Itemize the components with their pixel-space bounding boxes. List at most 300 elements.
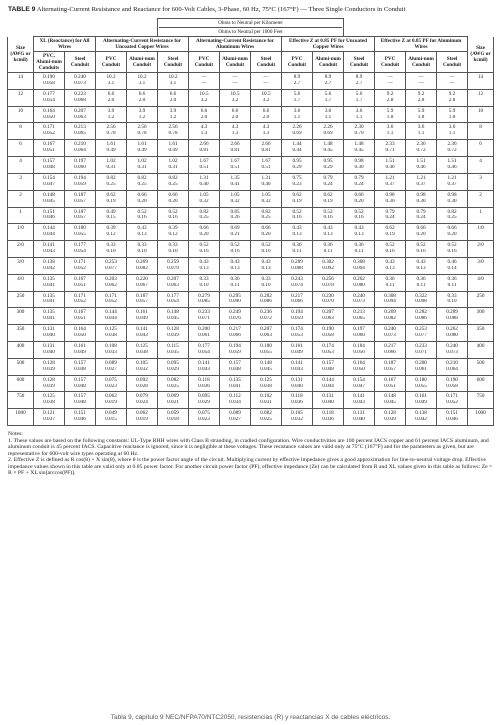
size-cell-left [8,417,34,425]
value-cell: 0.49 [96,148,127,156]
value-cell: 0.131 [34,342,65,350]
value-cell: 0.49 [96,207,127,215]
value-cell: 0.148 [34,190,65,198]
value-cell: 1.48 [313,140,344,148]
value-cell: 0.055 [65,232,96,240]
value-cell: 0.023 [96,384,127,392]
value-cell: 0.042 [34,266,65,274]
value-cell: 0.063 [313,316,344,324]
value-cell: 0.033 [96,350,127,358]
value-cell: 0.039 [375,417,406,425]
value-cell: 0.24 [375,215,406,223]
value-cell: 0.102 [251,392,282,400]
value-cell: 1.7 [313,98,344,106]
value-cell: 0.045 [251,367,282,375]
value-cell: 0.230 [313,291,344,299]
value-cell: 0.203 [96,274,127,282]
size-cell-left: 1000 [8,409,34,417]
value-cell: 0.040 [313,400,344,408]
size-cell-right: 750 [468,392,494,400]
value-cell: 0.43 [406,257,437,265]
value-cell: 0.062 [96,283,127,291]
value-cell: 2.0 [251,115,282,123]
value-cell: 1.67 [220,157,251,165]
value-cell: 0.46 [406,165,437,173]
value-cell: 1.1 [375,131,406,139]
value-cell: 0.187 [375,358,406,366]
value-cell: 0.36 [282,241,313,249]
value-cell: 0.295 [220,291,251,299]
value-cell: 5.9 [406,106,437,114]
value-cell: 0.223 [65,89,96,97]
size-cell-right [468,367,494,375]
value-cell: 0.25 [127,182,158,190]
value-cell: 0.12 [96,232,127,240]
value-cell: 0.069 [158,392,189,400]
value-cell: 2.8 [375,98,406,106]
value-cell: 10.5 [251,89,282,97]
table-row [8,140,494,148]
value-cell: 0.036 [282,400,313,408]
table-row [8,89,494,97]
xl-header: XL (Reactance) for All Wires [34,37,96,52]
value-cell: 0.148 [158,308,189,316]
value-cell: 0.043 [189,367,220,375]
value-cell: 10.5 [220,89,251,97]
value-cell: 3.2 [189,98,220,106]
value-cell: 0.112 [220,392,251,400]
size-cell-right [468,115,494,123]
value-cell: 0.071 [189,316,220,324]
value-cell: 3.9 [96,106,127,114]
size-cell-right [468,165,494,173]
value-cell: 0.66 [251,224,282,232]
size-cell-left [8,182,34,190]
document-page [5,6,496,477]
value-cell: 0.157 [65,375,96,383]
value-cell: 0.25 [437,215,468,223]
value-cell: 0.30 [375,199,406,207]
value-cell: 0.036 [189,384,220,392]
value-cell: — [220,73,251,81]
size-cell-left [8,367,34,375]
value-cell: 0.072 [251,316,282,324]
value-cell: 0.16 [220,249,251,257]
value-cell: 0.81 [189,148,220,156]
size-cell-right [468,232,494,240]
value-cell: 0.055 [406,384,437,392]
ohms-per-1000ft-label: Ohms to Neutral per 1000 Feet [159,27,342,35]
value-cell: 5.6 [344,89,375,97]
size-cell-left: 250 [8,291,34,299]
value-cell: 2.26 [313,123,344,131]
value-cell: 0.075 [189,409,220,417]
value-cell: 1.8 [406,115,437,123]
size-cell-right [468,148,494,156]
value-cell: 0.66 [437,224,468,232]
table-number: TABLE 9 [8,6,36,13]
value-cell: 0.067 [127,283,158,291]
value-cell: 0.065 [344,316,375,324]
value-cell: 0.092 [313,266,344,274]
value-cell: 4.3 [189,123,220,131]
value-cell: 0.049 [127,316,158,324]
value-cell: 0.11 [406,283,437,291]
value-cell: 1.21 [437,173,468,181]
table-row [8,232,494,240]
size-cell-right [468,400,494,408]
value-cell: 1.1 [313,115,344,123]
value-cell: 1.8 [437,115,468,123]
value-cell: 0.055 [251,350,282,358]
table-row [8,417,494,425]
value-cell: 0.029 [158,367,189,375]
value-cell: 0.044 [34,232,65,240]
value-cell: 6.6 [220,106,251,114]
subheader: PVC Conduit [282,52,313,73]
value-cell: 0.052 [65,266,96,274]
size-cell-right [468,199,494,207]
table-row [8,165,494,173]
value-cell: 1.3 [220,131,251,139]
value-cell: 0.262 [344,274,375,282]
value-cell: 0.148 [251,358,282,366]
table-row [8,316,494,324]
value-cell: 0.048 [65,367,96,375]
table-row [8,182,494,190]
size-cell-right: 2 [468,190,494,198]
size-cell-left [8,131,34,139]
subheader: Steel Conduit [158,52,189,73]
subheader: Alumi-num Conduit [220,52,251,73]
value-cell: 0.046 [437,417,468,425]
value-cell: 0.058 [437,384,468,392]
value-cell: 0.015 [96,417,127,425]
value-cell: 0.077 [96,266,127,274]
value-cell: 0.089 [220,409,251,417]
value-cell: 0.217 [282,291,313,299]
value-cell: 0.049 [96,409,127,417]
value-cell: 1.31 [189,173,220,181]
value-cell: 0.45 [344,148,375,156]
table-row [8,367,494,375]
value-cell: 6.6 [189,106,220,114]
value-cell: 0.66 [158,190,189,198]
value-cell: 3.2 [251,98,282,106]
value-cell: 1.02 [96,157,127,165]
size-cell-right: 1/0 [468,224,494,232]
subheader: Steel Conduit [251,52,282,73]
value-cell: 0.171 [96,291,127,299]
value-cell: 0.125 [34,392,65,400]
value-cell: 1.1 [344,115,375,123]
size-header-right: Size (AWG or kcmil) [468,37,494,73]
value-cell: 0.053 [282,333,313,341]
value-cell: 0.52 [189,241,220,249]
value-cell: 0.62 [96,190,127,198]
value-cell: 0.249 [220,308,251,316]
value-cell: 0.059 [158,409,189,417]
value-cell: 0.24 [313,182,344,190]
value-cell: 0.053 [313,350,344,358]
value-cell: 0.39 [158,224,189,232]
value-cell: 0.31 [96,165,127,173]
value-cell: 0.135 [34,308,65,316]
value-cell: 1.1 [437,131,468,139]
value-cell: 0.308 [344,257,375,265]
value-cell: 0.37 [406,182,437,190]
value-cell: 1.7 [344,98,375,106]
value-cell: 0.11 [437,283,468,291]
value-cell: 0.19 [282,199,313,207]
value-cell: 0.240 [375,325,406,333]
value-cell: 0.36 [437,274,468,282]
table-row [8,350,494,358]
value-cell: 0.058 [34,81,65,89]
value-cell: 6.6 [127,89,158,97]
value-cell: 0.048 [313,367,344,375]
value-cell: 2.0 [189,115,220,123]
size-cell-right [468,215,494,223]
value-cell: 0.054 [158,299,189,307]
value-cell: 0.322 [406,291,437,299]
value-cell: 0.13 [282,232,313,240]
value-cell: 0.043 [34,249,65,257]
value-cell: 0.043 [127,333,158,341]
value-cell: 3.6 [344,106,375,114]
value-cell: 0.180 [406,375,437,383]
value-cell: 0.213 [65,123,96,131]
value-cell: 0.164 [344,358,375,366]
value-cell: 10.2 [127,73,158,81]
value-cell: 0.51 [189,165,220,173]
value-cell: 10.2 [158,73,189,81]
value-cell: 0.018 [158,417,189,425]
value-cell: 0.16 [251,249,282,257]
notes-heading: Notes: [8,431,23,438]
value-cell: 0.52 [220,241,251,249]
size-cell-right: 12 [468,89,494,97]
value-cell: 0.79 [344,173,375,181]
value-cell: 0.177 [158,291,189,299]
value-cell: 0.43 [127,224,158,232]
value-cell: 0.144 [34,224,65,232]
subheader: Steel Conduit [344,52,375,73]
value-cell: 0.279 [189,291,220,299]
value-cell: 0.184 [344,342,375,350]
value-cell: 0.253 [96,257,127,265]
table-row [8,106,494,114]
value-cell: 0.11 [344,249,375,257]
value-cell: 3.6 [375,123,406,131]
size-cell-right [468,350,494,358]
value-cell: 0.23 [282,182,313,190]
size-cell-right [468,266,494,274]
value-cell: 0.131 [344,409,375,417]
value-cell: 0.10 [251,283,282,291]
value-cell: 0.52 [344,207,375,215]
value-cell: 0.080 [437,333,468,341]
size-cell-left: 10 [8,106,34,114]
size-cell-left: 300 [8,308,34,316]
table-title [8,6,496,14]
value-cell: 0.12 [158,232,189,240]
value-cell: — [251,81,282,89]
value-cell: 0.036 [313,417,344,425]
value-cell: 0.70 [344,131,375,139]
value-cell: 0.37 [437,182,468,190]
value-cell: 0.16 [344,215,375,223]
value-cell: 2.36 [406,140,437,148]
value-cell: 0.190 [437,375,468,383]
value-cell: 0.141 [34,241,65,249]
value-cell: 0.16 [406,249,437,257]
value-cell: 0.144 [96,308,127,316]
value-cell: 0.118 [313,409,344,417]
value-cell: 2.56 [127,123,158,131]
size-cell-right: 400 [468,342,494,350]
table-body [8,73,494,426]
value-cell: 0.057 [375,367,406,375]
value-cell: 0.038 [127,350,158,358]
value-cell: 0.076 [220,316,251,324]
size-cell-right [468,249,494,257]
value-cell: 0.19 [96,199,127,207]
value-cell: 0.042 [406,417,437,425]
table-row [8,98,494,106]
value-cell: 0.25 [189,215,220,223]
value-cell: 0.035 [158,350,189,358]
value-cell: 0.051 [65,283,96,291]
value-cell: 0.082 [158,375,189,383]
value-cell: 0.135 [220,375,251,383]
size-cell-left [8,98,34,106]
value-cell: 0.16 [189,249,220,257]
value-cell: 1.02 [127,157,158,165]
value-cell: 0.019 [127,417,158,425]
value-cell: 2.33 [375,140,406,148]
value-cell: 0.213 [344,308,375,316]
value-cell: 0.151 [34,207,65,215]
value-cell: 0.30 [406,199,437,207]
value-cell: 0.25 [96,182,127,190]
value-cell: 0.105 [282,409,313,417]
value-cell: 0.31 [127,165,158,173]
value-cell: 0.49 [127,148,158,156]
value-cell: 2.56 [158,123,189,131]
value-cell: 0.059 [65,182,96,190]
value-cell: 0.71 [375,148,406,156]
value-cell: 0.32 [189,199,220,207]
value-cell: — [375,73,406,81]
value-cell: 1.51 [406,157,437,165]
value-cell: 0.046 [65,417,96,425]
value-cell: 0.25 [158,182,189,190]
size-cell-left: 400 [8,342,34,350]
size-cell-left [8,148,34,156]
size-cell-left [8,283,34,291]
value-cell: 0.025 [251,417,282,425]
value-cell: 0.128 [34,358,65,366]
value-cell: 0.032 [282,417,313,425]
value-cell: 0.051 [34,148,65,156]
size-cell-right: 1 [468,207,494,215]
value-cell: 1.2 [158,115,189,123]
value-cell: 8.9 [282,73,313,81]
value-cell: 0.079 [158,266,189,274]
resistance-reactance-table [7,18,494,426]
value-cell: 0.36 [344,241,375,249]
subheader: PVC Conduit [189,52,220,73]
value-cell: 6.6 [158,89,189,97]
value-cell: 0.46 [437,257,468,265]
value-cell: 0.21 [220,232,251,240]
value-cell: — [375,81,406,89]
value-cell: 1.61 [127,140,158,148]
ac-aluminum-header: Alternating-Current Resistance for Aluminum Wires [189,37,282,52]
value-cell: 0.073 [375,333,406,341]
size-cell-left [8,199,34,207]
value-cell: 0.171 [65,257,96,265]
value-cell: 2.56 [96,123,127,131]
value-cell: 0.048 [220,367,251,375]
value-cell: — [406,73,437,81]
value-cell: 0.98 [406,190,437,198]
value-cell: 0.125 [127,342,158,350]
value-cell: 0.057 [127,299,158,307]
value-cell: 0.52 [406,241,437,249]
value-cell: 0.32 [251,199,282,207]
value-cell: 0.236 [251,308,282,316]
value-cell: 0.20 [127,199,158,207]
table-row [8,299,494,307]
value-cell: 0.220 [127,274,158,282]
value-cell: 0.240 [437,342,468,350]
table-title-text: Alternating-Current Resistance and Reactance for 600-Volt Cables, 3-Phase, 60 Hz, 75°C (167°F) — Three Single Conductors in Conduit [36,6,406,13]
size-cell-right: 10 [468,106,494,114]
value-cell: 0.131 [313,392,344,400]
value-cell: 0.207 [158,274,189,282]
value-cell: — [437,73,468,81]
value-cell: 0.066 [282,299,313,307]
value-cell: 6.6 [251,106,282,114]
value-cell: 0.194 [282,308,313,316]
value-cell: — [189,81,220,89]
value-cell: 0.092 [127,375,158,383]
value-cell: 1.67 [251,157,282,165]
value-cell: 0.10 [189,283,220,291]
value-cell: 0.19 [375,232,406,240]
size-cell-right: 500 [468,358,494,366]
size-cell-right: 14 [468,73,494,81]
value-cell: 0.51 [251,165,282,173]
value-cell: 2.7 [282,81,313,89]
value-cell: 4.3 [220,123,251,131]
value-cell: 0.025 [158,384,189,392]
value-cell: 0.62 [313,190,344,198]
value-cell: 0.16 [158,215,189,223]
table-row [8,148,494,156]
value-cell: 0.13 [406,266,437,274]
size-cell-left: 6 [8,140,34,148]
value-cell: 0.79 [406,207,437,215]
table-row [8,400,494,408]
value-cell: 0.98 [437,190,468,198]
value-cell: 0.16 [313,215,344,223]
value-cell: 0.064 [437,367,468,375]
value-cell: 0.190 [313,325,344,333]
table-row [8,131,494,139]
